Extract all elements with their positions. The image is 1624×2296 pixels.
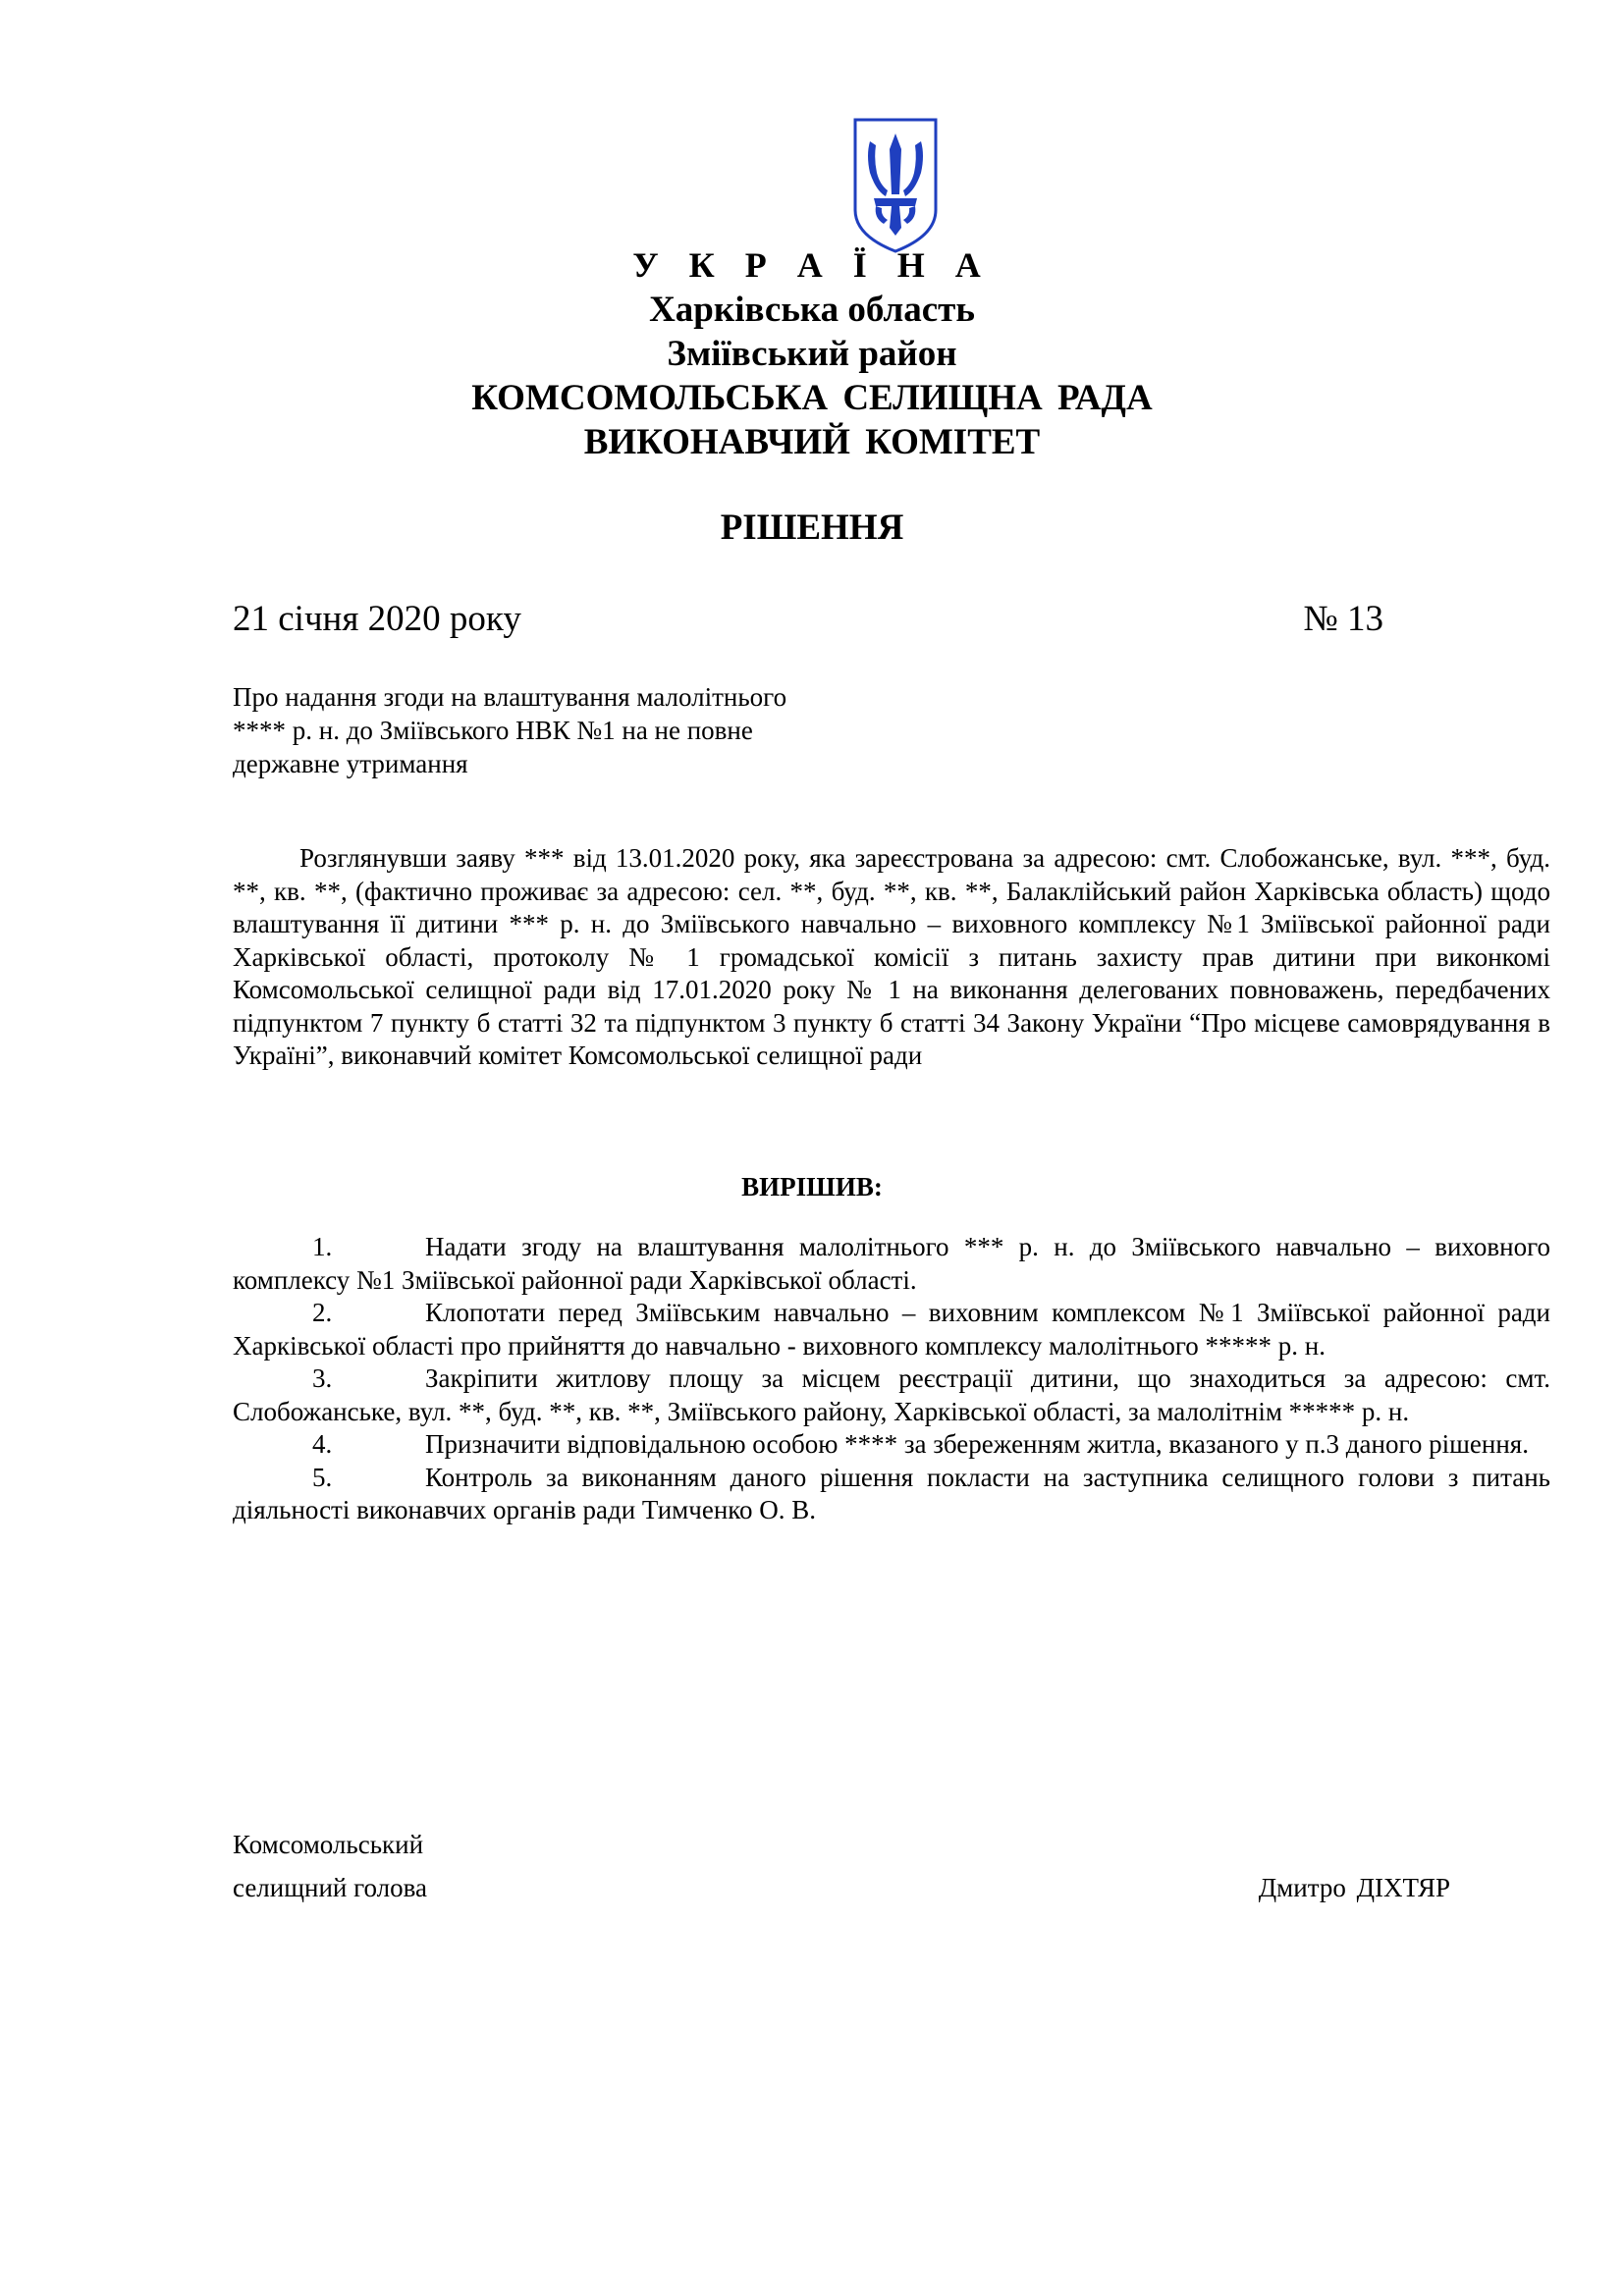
district-name: Зміївський район bbox=[667, 334, 957, 374]
resolution-item bbox=[233, 1362, 1550, 1428]
subject-line: **** р. н. до Зміївського НВК №1 на не повне bbox=[233, 716, 753, 745]
decision-subject bbox=[233, 680, 786, 780]
resolved-heading: ВИРІШИВ: bbox=[741, 1172, 883, 1201]
resolution-item bbox=[233, 1297, 1550, 1362]
signatory-name: Дмитро ДІХТЯР bbox=[1258, 1873, 1450, 1902]
coat-of-arms bbox=[850, 116, 941, 255]
decision-title: РІШЕННЯ bbox=[720, 507, 904, 548]
item-text: Надати згоду на влаштування малолітнього *** р. н. до Зміївського навчально – виховного комплексу №1 Зміївської районної ради Харківської області. bbox=[233, 1232, 1550, 1295]
item-number: 1. bbox=[312, 1232, 333, 1261]
region-name: Харківська область bbox=[649, 290, 975, 330]
subject-line: Про надання згоди на влаштування малолітнього bbox=[233, 682, 787, 712]
resolution-item bbox=[233, 1462, 1550, 1527]
item-text: Призначити відповідальною особою **** за збереженням житла, вказаного у п.3 даного рішення. bbox=[425, 1429, 1529, 1459]
preamble-paragraph: Розглянувши заяву *** від 13.01.2020 року, яка зареєстрована за адресою: смт. Слобожанське, вул. ***, буд. **, кв. **, (фактично проживає за адресою: сел. **, буд. **, кв. **, Балаклійський район Харківська область) щодо влаштування її дитини *** р. н. до Зміївського навчально – виховного комплексу №1 Зміївської районної ради Харківської області, протоколу № 1 громадської комісії з питань захисту прав дитини при виконкомі Комсомольської селищної ради від 17.01.2020 року № 1 на виконання делегованих повноважень, передбачених підпунктом 7 пункту б статті 32 та підпунктом 3 пункту б статті 34 Закону України “Про місцеве самоврядування в Україні”, виконавчий комітет Комсомольської селищної ради bbox=[233, 843, 1550, 1070]
item-text: Контроль за виконанням даного рішення покласти на заступника селищного голови з питань діяльності виконавчих органів ради Тимченко О. В. bbox=[233, 1462, 1550, 1524]
position-line: Комсомольський bbox=[233, 1830, 424, 1859]
signature-block bbox=[233, 1823, 1450, 1909]
resolution-item bbox=[233, 1231, 1550, 1297]
decision-date: 21 січня 2020 року bbox=[233, 599, 521, 639]
resolution-item bbox=[233, 1428, 1550, 1462]
subject-line: державне утримання bbox=[233, 749, 468, 778]
item-number: 2. bbox=[312, 1298, 333, 1327]
position-line: селищний голова bbox=[233, 1873, 428, 1902]
item-number: 4. bbox=[312, 1429, 333, 1459]
item-number: 5. bbox=[312, 1462, 333, 1492]
item-text: Закріпити житлову площу за місцем реєстрації дитини, що знаходиться за адресою: смт. Слобожанське, вул. **, буд. **, кв. **, Зміївського району, Харківської області, за малолітнім ***** р. н. bbox=[233, 1363, 1550, 1426]
council-name: КОМСОМОЛЬСЬКА СЕЛИЩНА РАДА bbox=[471, 378, 1153, 418]
resolution-items bbox=[233, 1231, 1550, 1527]
decision-number: № 13 bbox=[1303, 599, 1383, 639]
committee-name: ВИКОНАВЧИЙ КОМІТЕТ bbox=[583, 422, 1041, 462]
country-name: У К Р А Ї Н А bbox=[632, 245, 992, 285]
trident-coat-of-arms-icon bbox=[850, 116, 941, 255]
item-number: 3. bbox=[312, 1363, 333, 1393]
preamble bbox=[233, 842, 1550, 1073]
item-text: Клопотати перед Зміївським навчально – виховним комплексом №1 Зміївської районної ради Харківської області про прийняття до навчально - виховного комплексу малолітнього ***** р. н. bbox=[233, 1298, 1550, 1361]
document-header bbox=[0, 243, 1624, 464]
